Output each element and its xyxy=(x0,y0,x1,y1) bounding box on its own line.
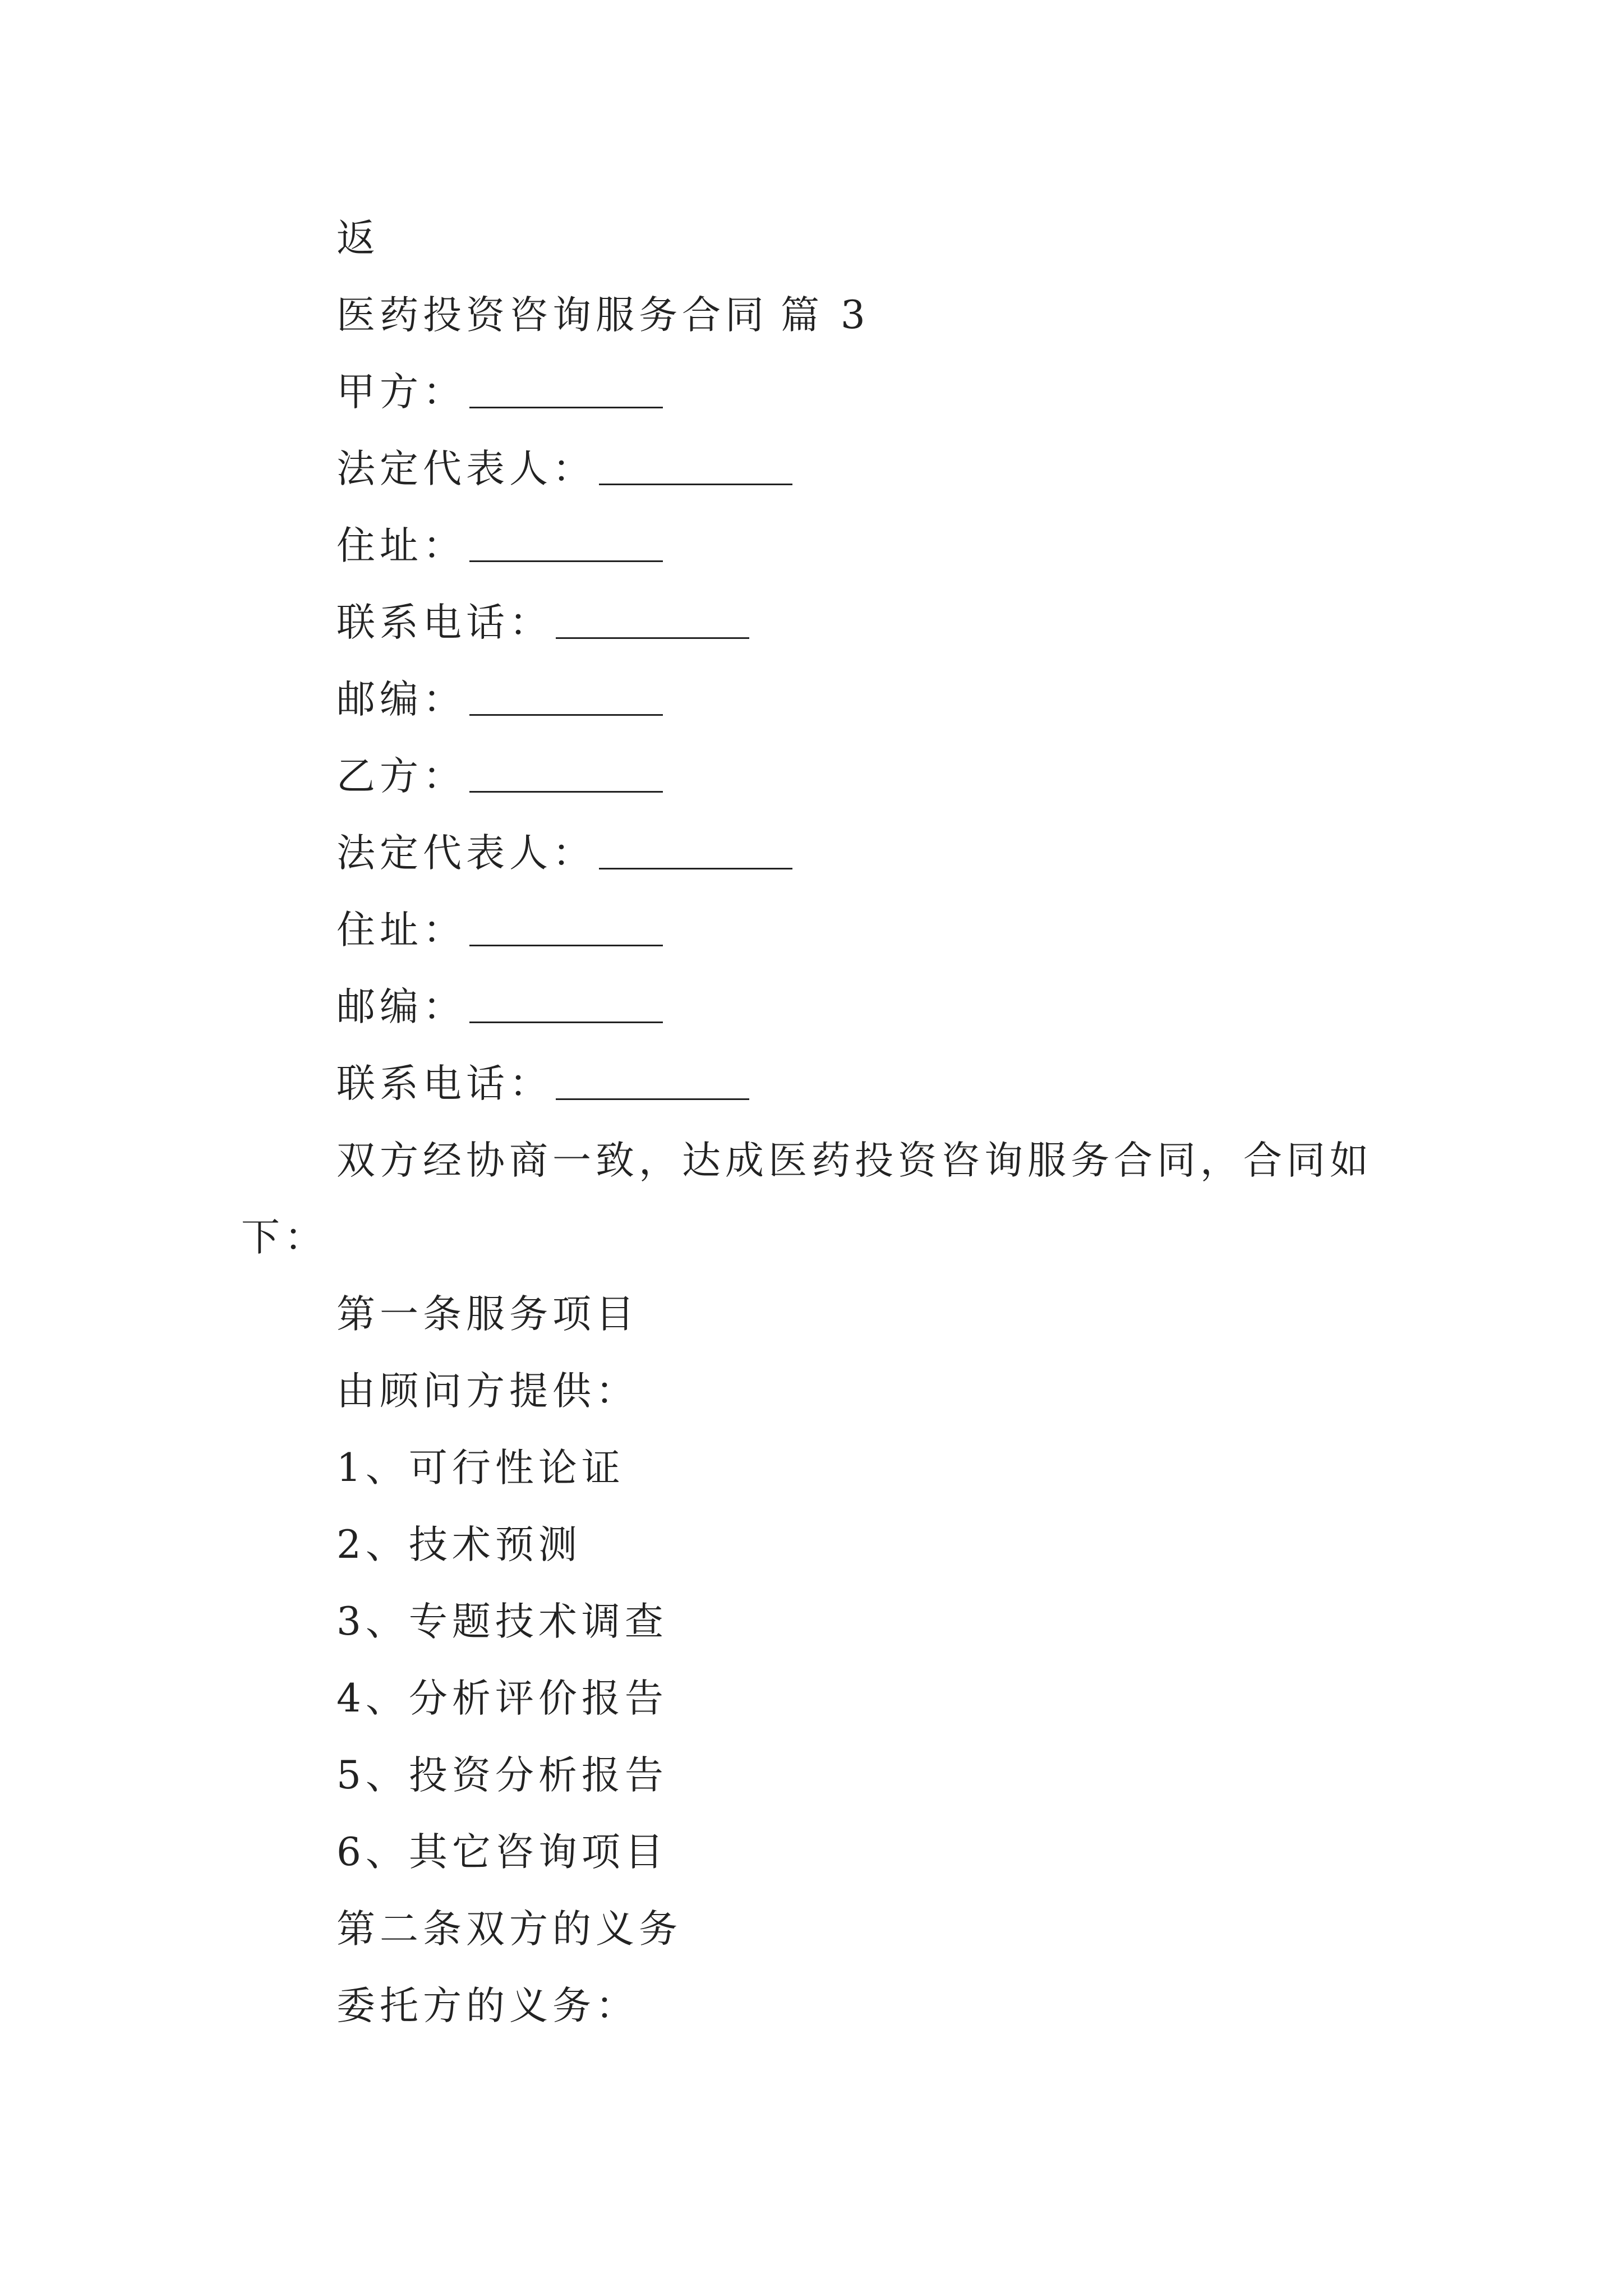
party-a-postcode-field: 邮编： xyxy=(336,677,663,722)
party-b-phone-blank xyxy=(556,1096,749,1100)
service-item-6: 6、其它咨询项目 xyxy=(336,1830,668,1875)
service-item-3: 3、专题技术调查 xyxy=(336,1599,668,1644)
party-b-postcode-blank xyxy=(469,1019,663,1023)
article-2-heading: 第二条双方的义务 xyxy=(336,1907,682,1952)
party-a-legal-rep-field: 法定代表人： xyxy=(336,447,792,491)
service-item-1: 1、可行性论证 xyxy=(336,1446,625,1490)
party-b-phone-field: 联系电话： xyxy=(336,1061,749,1106)
party-b-postcode-field: 邮编： xyxy=(336,984,663,1029)
consultant-provides-text: 由顾问方提供： xyxy=(336,1369,639,1414)
agreement-paragraph-line2: 下： xyxy=(241,1215,328,1260)
contract-title-suffix: 篇 3 xyxy=(781,293,870,338)
service-item-5: 5、投资分析报告 xyxy=(336,1753,668,1798)
party-a-address-blank xyxy=(469,558,663,562)
text-line-return: 返 xyxy=(336,216,380,261)
party-a-postcode-blank xyxy=(469,712,663,716)
service-item-2: 2、技术预测 xyxy=(336,1522,582,1567)
service-item-4: 4、分析评价报告 xyxy=(336,1676,668,1721)
party-b-address-field: 住址： xyxy=(336,908,663,953)
agreement-paragraph-line1: 双方经协商一致，达成医药投资咨询服务合同，合同如 xyxy=(336,1138,1373,1183)
party-a-phone-field: 联系电话： xyxy=(336,600,749,645)
client-obligations-heading: 委托方的义务： xyxy=(336,1984,639,2028)
party-a-address-field: 住址： xyxy=(336,523,663,568)
article-1-heading: 第一条服务项目 xyxy=(336,1292,639,1337)
contract-title: 医药投资咨询服务合同 篇 3 xyxy=(336,293,870,338)
party-b-address-blank xyxy=(469,942,663,946)
party-a-legal-rep-blank xyxy=(599,481,792,485)
party-b-blank xyxy=(469,789,663,793)
party-a-phone-blank xyxy=(556,635,749,639)
party-b-field: 乙方： xyxy=(336,754,663,799)
party-b-legal-rep-field: 法定代表人： xyxy=(336,831,792,876)
party-a-blank xyxy=(469,404,663,408)
party-b-legal-rep-blank xyxy=(599,866,792,869)
party-a-field: 甲方： xyxy=(336,370,663,415)
